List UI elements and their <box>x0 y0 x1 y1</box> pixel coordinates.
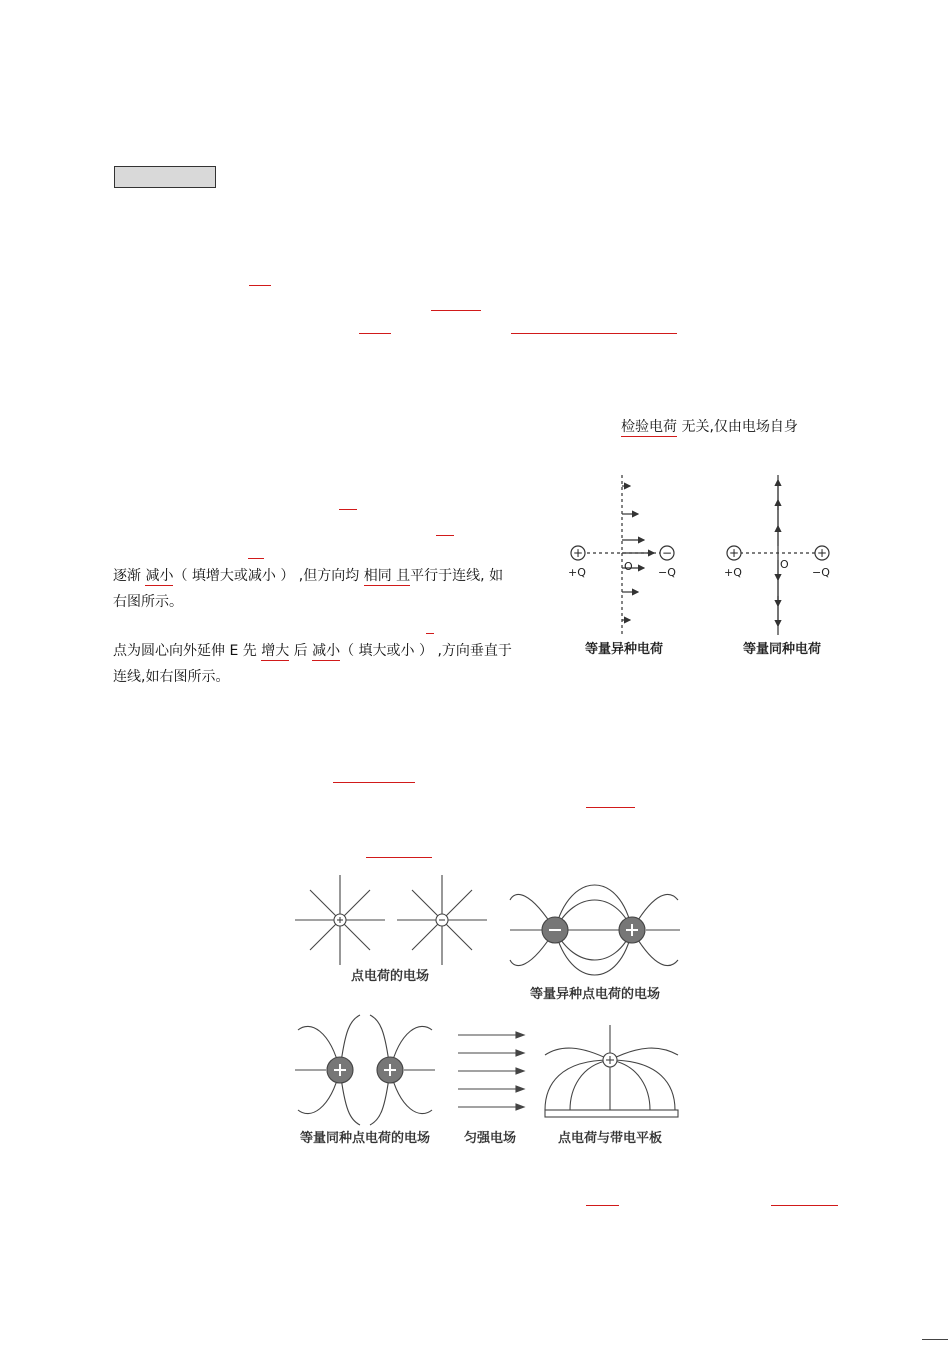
origin-label: O <box>624 560 633 573</box>
plus-symbol: + <box>728 546 740 560</box>
section-header-box <box>114 166 216 188</box>
blank-underline <box>511 333 677 334</box>
minus-symbol: − <box>661 546 673 560</box>
blank-underline <box>359 333 391 334</box>
uniform-field <box>458 1032 524 1110</box>
page-edge-line <box>922 1339 948 1340</box>
underlined-answer: 检验电荷 <box>621 419 677 435</box>
caption-point-charge: 点电荷的电场 <box>350 969 430 984</box>
caption-charge-plate: 点电荷与带电平板 <box>557 1131 663 1146</box>
blank-underline <box>339 509 357 510</box>
blank-underline <box>431 310 481 311</box>
underlined-answer: 减小 <box>312 643 341 659</box>
blank-underline <box>586 807 635 808</box>
blank-underline <box>426 633 434 634</box>
plus-symbol: + <box>572 546 584 560</box>
caption-uniform-field: 匀强电场 <box>463 1131 517 1146</box>
underlined-answer: 减小 <box>145 568 174 584</box>
origin-label: O <box>780 558 789 571</box>
blank-underline <box>436 535 454 536</box>
blank-underline <box>586 1205 619 1206</box>
caption-same-field: 等量同种点电荷的电场 <box>299 1131 431 1146</box>
positive-point-charge-field <box>295 875 385 965</box>
blank-underline <box>366 857 432 858</box>
blank-underline <box>249 285 271 286</box>
test-charge-note: 检验电荷 无关,仅由电场自身 <box>621 419 798 435</box>
charge-and-plate-field <box>545 1025 678 1117</box>
negative-point-charge-field <box>397 875 487 965</box>
underlined-answer: 增大 <box>261 643 290 659</box>
plus-q-label: +Q <box>568 566 586 579</box>
dipole-field-figure <box>560 470 850 660</box>
minus-q-label: −Q <box>812 566 830 579</box>
blank-underline <box>771 1205 838 1206</box>
opposite-charges-field <box>510 885 680 975</box>
same-charges-line1: 点为圆心向外延伸 E 先 增大 后 减小（ 填大或小 ） ,方向垂直于 <box>113 643 512 659</box>
opposite-charges-line2: 右图所示。 <box>113 594 183 610</box>
same-charges-line2: 连线,如右图所示。 <box>113 669 230 685</box>
blank-underline <box>333 782 415 783</box>
same-charges-field <box>295 1015 435 1125</box>
plus-q-label: +Q <box>724 566 742 579</box>
field-lines-figure <box>290 870 690 1150</box>
blank-underline <box>248 558 264 559</box>
caption-same-charges: 等量同种电荷 <box>742 642 822 657</box>
plus-symbol: + <box>816 546 828 560</box>
caption-opposite-field: 等量异种点电荷的电场 <box>529 987 661 1002</box>
minus-q-label: −Q <box>658 566 676 579</box>
opposite-charges-line1: 逐渐 减小（ 填增大或减小 ） ,但方向均 相同 且平行于连线, 如 <box>113 568 504 584</box>
caption-opposite-charges: 等量异种电荷 <box>584 642 664 657</box>
underlined-answer: 相同 且 <box>363 568 411 584</box>
